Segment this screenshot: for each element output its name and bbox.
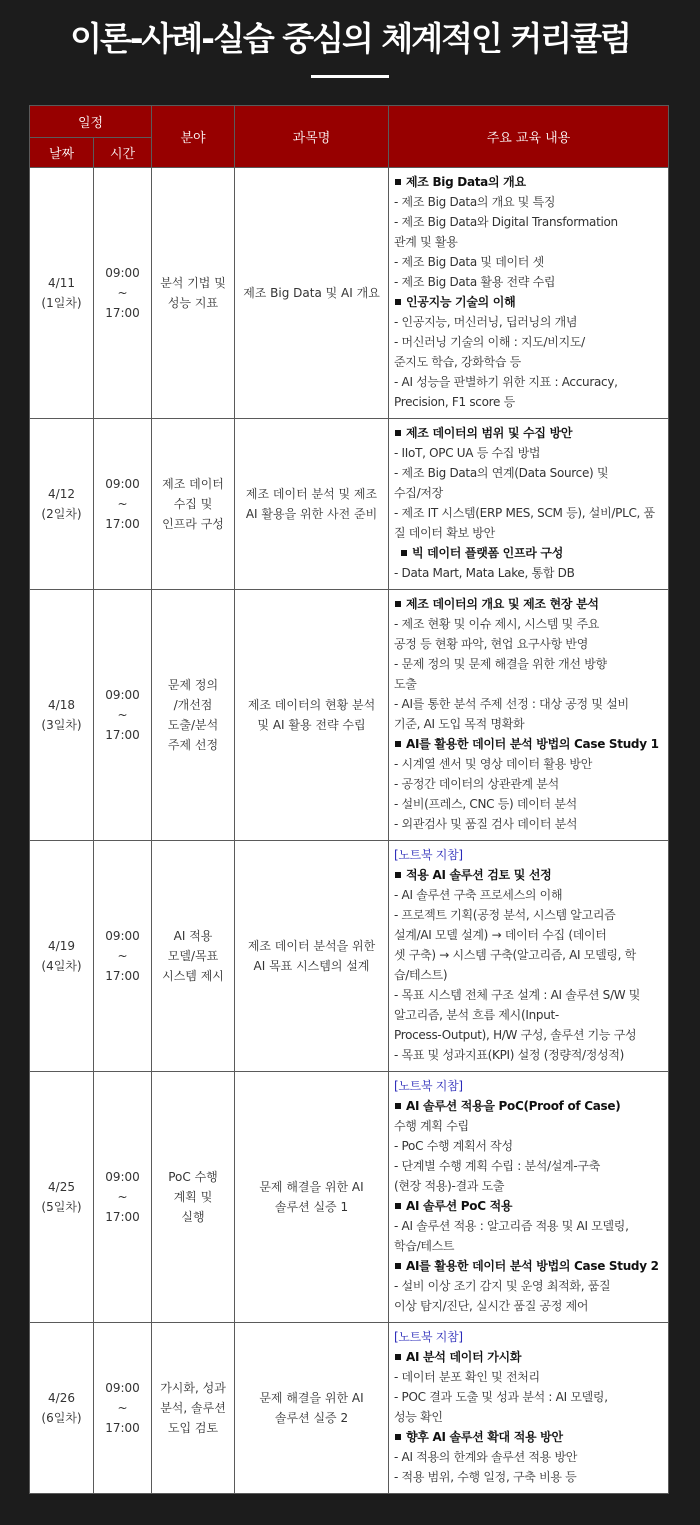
time-sep: ~ xyxy=(117,497,128,511)
content-cell xyxy=(389,168,669,419)
content-cell xyxy=(389,841,669,1072)
content-heading-text: 제조 Big Data의 개요 xyxy=(406,175,526,189)
content-heading xyxy=(394,1196,664,1216)
table-row xyxy=(30,168,669,419)
subject-line: AI 목표 시스템의 설계 xyxy=(253,959,370,973)
field-line: 수집 및 xyxy=(173,497,213,511)
time-end: 17:00 xyxy=(105,969,140,983)
subject-line: AI 활용을 위한 사전 준비 xyxy=(245,507,378,521)
subject-cell xyxy=(235,1072,389,1323)
content-item: - 제조 Big Data와 Digital Transformation xyxy=(394,215,618,229)
field-line: 시스템 제시 xyxy=(162,969,224,983)
time-sep: ~ xyxy=(117,1190,128,1204)
time-sep: ~ xyxy=(117,949,128,963)
bullet-square-icon xyxy=(401,550,407,556)
content-item: - 적용 범위, 수행 일정, 구축 비용 등 xyxy=(394,1470,577,1484)
content-item: - 설비(프레스, CNC 등) 데이터 분석 xyxy=(394,797,577,811)
content-heading-text: AI 솔루션 적용을 PoC(Proof of Case) xyxy=(406,1099,621,1113)
field-line: 도출/분석 xyxy=(167,718,219,732)
field-line: PoC 수행 xyxy=(168,1170,218,1184)
header-schedule: 일정 xyxy=(30,106,152,138)
content-item: - POC 결과 도출 및 성과 분석 : AI 모델링, xyxy=(394,1390,608,1404)
bullet-square-icon xyxy=(395,299,401,305)
field-cell xyxy=(152,1072,235,1323)
day-label: (6일차) xyxy=(41,1411,82,1425)
content-heading xyxy=(394,1427,664,1447)
header-time: 시간 xyxy=(94,138,152,168)
content-item: 질 데이터 확보 방안 xyxy=(394,526,495,540)
header-date: 날짜 xyxy=(30,138,94,168)
content-item: 도출 xyxy=(394,677,417,691)
content-item: - AI 성능을 판별하기 위한 지표 : Accuracy, xyxy=(394,375,618,389)
content-heading-text: AI를 활용한 데이터 분석 방법의 Case Study 2 xyxy=(406,1259,659,1273)
content-item: - AI를 통한 분석 주제 선정 : 대상 공정 및 설비 xyxy=(394,697,629,711)
content-cell xyxy=(389,1072,669,1323)
bullet-square-icon xyxy=(395,872,401,878)
content-item: 준지도 학습, 강화학습 등 xyxy=(394,355,521,369)
content-item: 셋 구축) → 시스템 구축(알고리즘, AI 모델링, 학 xyxy=(394,948,636,962)
time-cell xyxy=(94,590,152,841)
day-label: (1일차) xyxy=(41,296,82,310)
content-item: Precision, F1 score 등 xyxy=(394,395,515,409)
content-item: - 시계열 센서 및 영상 데이터 활용 방안 xyxy=(394,757,593,771)
table-row xyxy=(30,590,669,841)
laptop-required-tag: [노트북 지참] xyxy=(394,1330,463,1344)
content-item: - 제조 현황 및 이슈 제시, 시스템 및 주요 xyxy=(394,617,600,631)
field-line: 계획 및 xyxy=(173,1190,213,1204)
content-item: 알고리즘, 분석 흐름 제시(Input- xyxy=(394,1008,559,1022)
subject-line: 솔루션 실증 2 xyxy=(274,1411,349,1425)
content-heading-text: AI 분석 데이터 가시화 xyxy=(406,1350,522,1364)
content-item: - 제조 Big Data의 개요 및 특징 xyxy=(394,195,556,209)
date-cell xyxy=(30,841,94,1072)
subject-cell xyxy=(235,168,389,419)
content-cell xyxy=(389,590,669,841)
field-cell xyxy=(152,419,235,590)
content-item: - 외관검사 및 품질 검사 데이터 분석 xyxy=(394,817,578,831)
content-heading xyxy=(394,1256,664,1276)
bullet-square-icon xyxy=(395,741,401,747)
field-cell xyxy=(152,1323,235,1494)
content-heading-text: AI를 활용한 데이터 분석 방법의 Case Study 1 xyxy=(406,737,659,751)
content-item: - 인공지능, 머신러닝, 딥러닝의 개념 xyxy=(394,315,578,329)
time-cell xyxy=(94,841,152,1072)
time-cell xyxy=(94,1323,152,1494)
time-start: 09:00 xyxy=(105,929,140,943)
field-line: 도입 검토 xyxy=(167,1421,219,1435)
content-item: - 프로젝트 기획(공정 분석, 시스템 알고리즘 xyxy=(394,908,616,922)
time-start: 09:00 xyxy=(105,266,140,280)
content-item: - 목표 시스템 전체 구조 설계 : AI 솔루션 S/W 및 xyxy=(394,988,641,1002)
subject-line: 제조 데이터의 현황 분석 xyxy=(247,698,376,712)
date-cell xyxy=(30,419,94,590)
content-item: - PoC 수행 계획서 작성 xyxy=(394,1139,513,1153)
day-label: (4일차) xyxy=(41,959,82,973)
time-end: 17:00 xyxy=(105,1421,140,1435)
subject-cell xyxy=(235,841,389,1072)
content-heading xyxy=(394,292,664,312)
time-sep: ~ xyxy=(117,708,128,722)
date-value: 4/25 xyxy=(48,1180,75,1194)
field-line: 문제 정의 xyxy=(167,678,219,692)
day-label: (3일차) xyxy=(41,718,82,732)
date-value: 4/11 xyxy=(48,276,75,290)
content-item: - 제조 Big Data의 연계(Data Source) 및 xyxy=(394,466,609,480)
content-item: - 단계별 수행 계획 수립 : 분석/설계-구축 xyxy=(394,1159,601,1173)
header-subject: 과목명 xyxy=(235,106,389,168)
content-item: - AI 솔루션 구축 프로세스의 이해 xyxy=(394,888,563,902)
field-line: 모델/목표 xyxy=(167,949,219,963)
content-heading-text: AI 솔루션 PoC 적용 xyxy=(406,1199,513,1213)
bullet-square-icon xyxy=(395,179,401,185)
content-item: 설계/AI 모델 설계) → 데이터 수집 (데이터 xyxy=(394,928,607,942)
time-cell xyxy=(94,419,152,590)
date-value: 4/18 xyxy=(48,698,75,712)
field-line: 가시화, 성과 xyxy=(160,1381,226,1395)
content-item: - 데이터 분포 확인 및 전처리 xyxy=(394,1370,540,1384)
content-heading xyxy=(394,734,664,754)
date-value: 4/19 xyxy=(48,939,75,953)
time-start: 09:00 xyxy=(105,1381,140,1395)
content-heading-text: 향후 AI 솔루션 확대 적용 방안 xyxy=(406,1430,563,1444)
content-item: - 제조 Big Data 및 데이터 셋 xyxy=(394,255,544,269)
field-line: 인프라 구성 xyxy=(162,517,224,531)
time-end: 17:00 xyxy=(105,1210,140,1224)
content-item: - 목표 및 성과지표(KPI) 설정 (정량적/정성적) xyxy=(394,1048,624,1062)
header-field: 분야 xyxy=(152,106,235,168)
content-heading-text: 제조 데이터의 범위 및 수집 방안 xyxy=(406,426,573,440)
header-content: 주요 교육 내용 xyxy=(389,106,669,168)
content-cell xyxy=(389,1323,669,1494)
time-start: 09:00 xyxy=(105,688,140,702)
content-item: 이상 탐지/진단, 실시간 품질 공정 제어 xyxy=(394,1299,589,1313)
subject-cell xyxy=(235,590,389,841)
date-cell xyxy=(30,1072,94,1323)
content-item: - 설비 이상 조기 감지 및 운영 최적화, 품질 xyxy=(394,1279,611,1293)
laptop-required-tag: [노트북 지참] xyxy=(394,848,463,862)
bullet-square-icon xyxy=(395,1203,401,1209)
time-start: 09:00 xyxy=(105,1170,140,1184)
subject-line: 문제 해결을 위한 AI xyxy=(259,1391,364,1405)
title-underline xyxy=(311,75,389,78)
content-heading xyxy=(394,1347,664,1367)
time-start: 09:00 xyxy=(105,477,140,491)
content-heading xyxy=(394,423,664,443)
field-cell xyxy=(152,590,235,841)
field-line: 분석 기법 및 xyxy=(160,276,226,290)
subject-line: 제조 Big Data 및 AI 개요 xyxy=(243,286,380,300)
content-heading xyxy=(394,1096,664,1116)
time-end: 17:00 xyxy=(105,728,140,742)
content-cell xyxy=(389,419,669,590)
bullet-square-icon xyxy=(395,1434,401,1440)
date-value: 4/12 xyxy=(48,487,75,501)
field-line: 제조 데이터 xyxy=(162,477,224,491)
content-heading-text: 적용 AI 솔루션 검토 및 선정 xyxy=(406,868,552,882)
time-end: 17:00 xyxy=(105,306,140,320)
field-line: 주제 선정 xyxy=(167,738,219,752)
content-item: Process-Output), H/W 구성, 솔루션 기능 구성 xyxy=(394,1028,637,1042)
subject-line: 솔루션 실증 1 xyxy=(274,1200,349,1214)
content-item: (현장 적용)-결과 도출 xyxy=(394,1179,505,1193)
time-end: 17:00 xyxy=(105,517,140,531)
subject-cell xyxy=(235,1323,389,1494)
content-item: 기준, AI 도입 목적 명확화 xyxy=(394,717,525,731)
date-cell xyxy=(30,590,94,841)
bullet-square-icon xyxy=(395,430,401,436)
field-cell xyxy=(152,841,235,1072)
bullet-square-icon xyxy=(395,1103,401,1109)
time-cell xyxy=(94,1072,152,1323)
content-item: 수집/저장 xyxy=(394,486,443,500)
laptop-required-tag: [노트북 지참] xyxy=(394,1079,463,1093)
time-sep: ~ xyxy=(117,286,128,300)
content-heading-text: 제조 데이터의 개요 및 제조 현장 분석 xyxy=(406,597,599,611)
table-row xyxy=(30,1323,669,1494)
bullet-square-icon xyxy=(395,601,401,607)
content-heading xyxy=(394,172,664,192)
day-label: (2일차) xyxy=(41,507,82,521)
content-item: - AI 솔루션 적용 : 알고리즘 적용 및 AI 모델링, xyxy=(394,1219,629,1233)
page-title: 이론-사례-실습 중심의 체계적인 커리큘럼 xyxy=(70,19,630,58)
field-line: 성능 지표 xyxy=(167,296,219,310)
content-heading xyxy=(394,543,664,563)
content-item: - 공정간 데이터의 상관관계 분석 xyxy=(394,777,559,791)
content-item: 습/테스트) xyxy=(394,968,448,982)
date-cell xyxy=(30,1323,94,1494)
content-item: 관계 및 활용 xyxy=(394,235,458,249)
content-item: - 머신러닝 기술의 이해 : 지도/비지도/ xyxy=(394,335,585,349)
table-row xyxy=(30,419,669,590)
time-sep: ~ xyxy=(117,1401,128,1415)
field-line: /개선점 xyxy=(173,698,213,712)
content-item: 성능 확인 xyxy=(394,1410,443,1424)
content-item: - 제조 Big Data 활용 전략 수립 xyxy=(394,275,556,289)
field-line: 분석, 솔루션 xyxy=(160,1401,226,1415)
subject-cell xyxy=(235,419,389,590)
time-cell xyxy=(94,168,152,419)
content-item: - 문제 정의 및 문제 해결을 위한 개선 방향 xyxy=(394,657,607,671)
content-heading-text: 인공지능 기술의 이해 xyxy=(406,295,516,309)
content-item: 수행 계획 수립 xyxy=(394,1119,469,1133)
day-label: (5일차) xyxy=(41,1200,82,1214)
date-value: 4/26 xyxy=(48,1391,75,1405)
table-row xyxy=(30,1072,669,1323)
content-item: - 제조 IT 시스템(ERP MES, SCM 등), 설비/PLC, 품 xyxy=(394,506,655,520)
subject-line: 및 AI 활용 전략 수립 xyxy=(257,718,366,732)
curriculum-table xyxy=(29,105,669,1494)
field-line: AI 적용 xyxy=(173,929,213,943)
field-cell xyxy=(152,168,235,419)
content-heading xyxy=(394,594,664,614)
content-item: 공정 등 현황 파악, 현업 요구사항 반영 xyxy=(394,637,588,651)
content-heading-text: 빅 데이터 플랫폼 인프라 구성 xyxy=(412,546,564,560)
content-item: 학습/테스트 xyxy=(394,1239,455,1253)
content-item: - Data Mart, Mata Lake, 통합 DB xyxy=(394,566,575,580)
content-heading xyxy=(394,865,664,885)
field-line: 실행 xyxy=(181,1210,205,1224)
content-item: - IIoT, OPC UA 등 수집 방법 xyxy=(394,446,541,460)
subject-line: 문제 해결을 위한 AI xyxy=(259,1180,364,1194)
bullet-square-icon xyxy=(395,1354,401,1360)
table-row xyxy=(30,841,669,1072)
subject-line: 제조 데이터 분석 및 제조 xyxy=(245,487,378,501)
content-item: - AI 적용의 한계와 솔루션 적용 방안 xyxy=(394,1450,578,1464)
bullet-square-icon xyxy=(395,1263,401,1269)
date-cell xyxy=(30,168,94,419)
subject-line: 제조 데이터 분석을 위한 xyxy=(247,939,376,953)
